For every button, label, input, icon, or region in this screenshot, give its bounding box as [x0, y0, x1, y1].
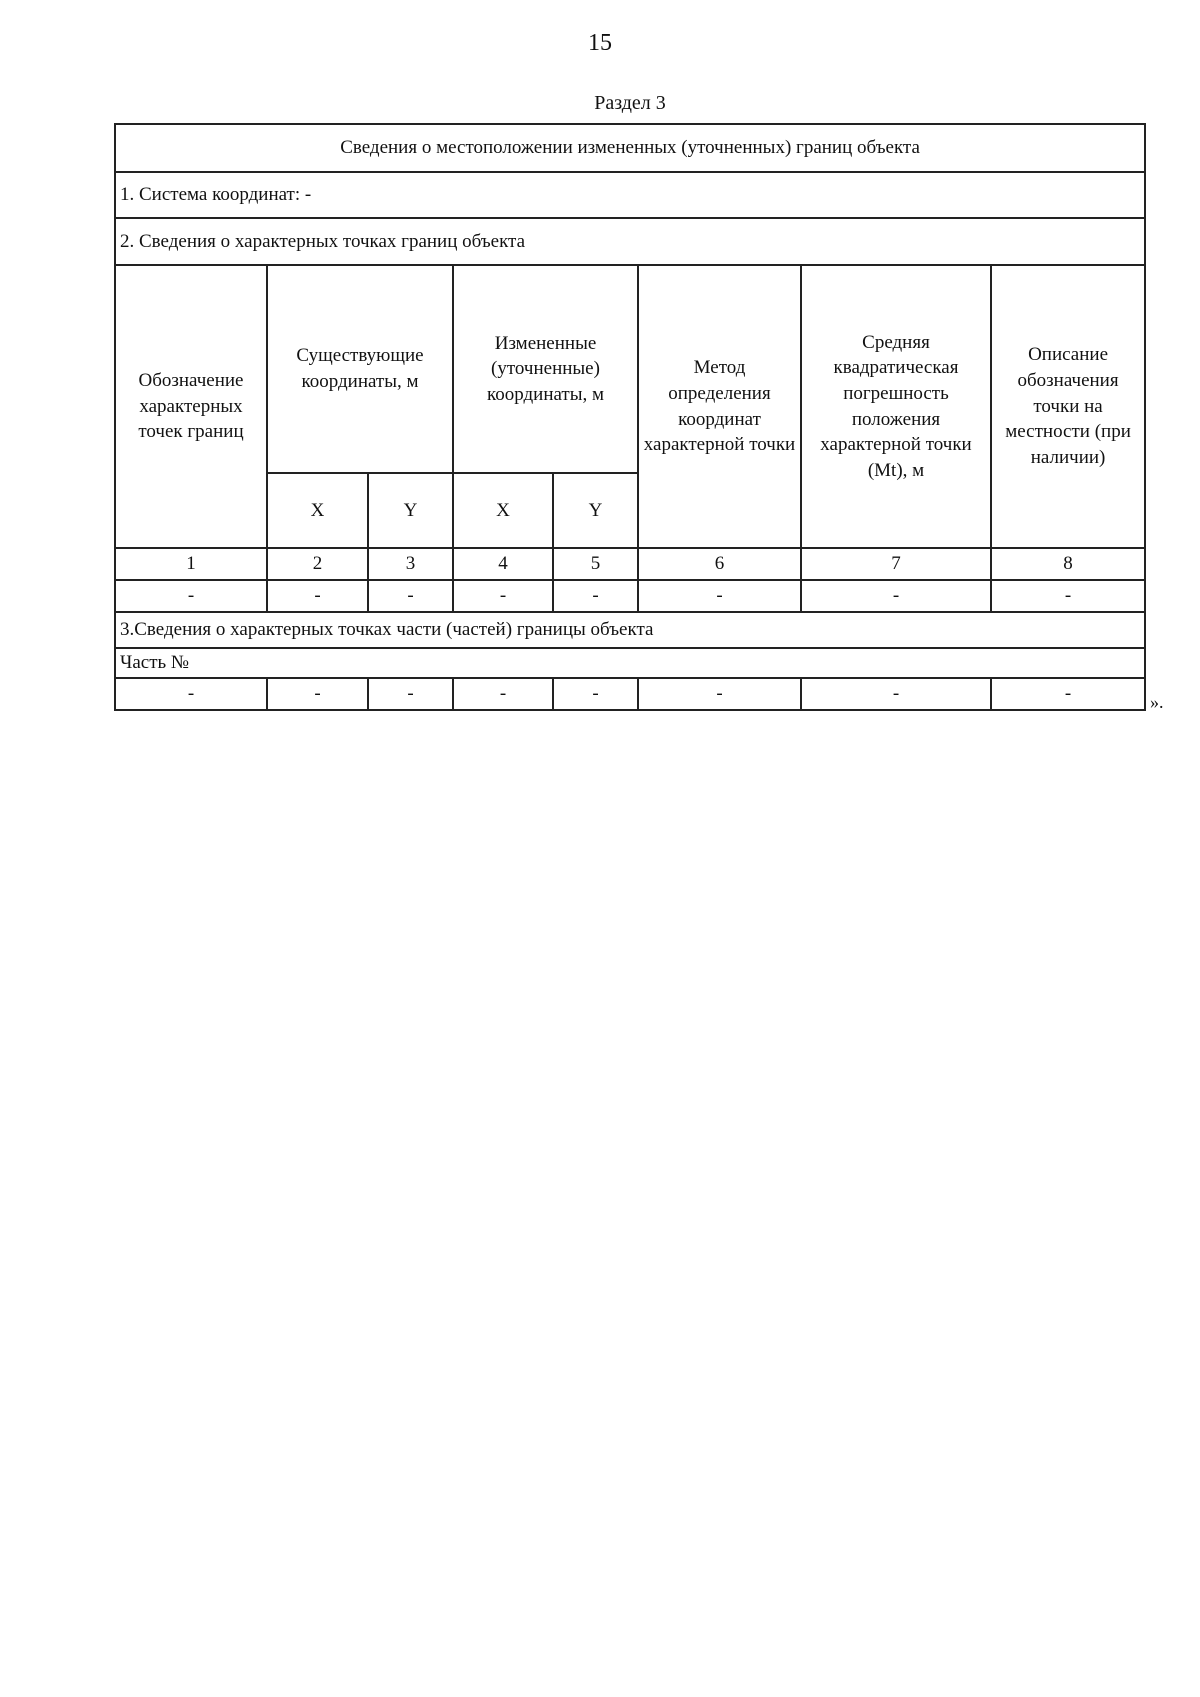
header-mean-square-error: Средняя квадратическая погрешность положения характерной точки (Mt), м — [801, 265, 991, 548]
column-number: 1 — [115, 548, 267, 580]
column-number: 7 — [801, 548, 991, 580]
header-method: Метод определения координат характерной точки — [638, 265, 801, 548]
coordinate-system-text: 1. Система координат: - — [115, 172, 1145, 218]
table-cell: - — [368, 580, 453, 612]
header-description: Описание обозначения точки на местности (при наличии) — [991, 265, 1145, 548]
header-changed-coordinates: Измененные (уточненные) координаты, м — [453, 265, 638, 473]
table-cell: - — [553, 580, 638, 612]
column-number: 2 — [267, 548, 368, 580]
column-number: 8 — [991, 548, 1145, 580]
subsection-3-row — [115, 612, 1145, 648]
header-changed-x: X — [453, 473, 553, 548]
table-row — [115, 580, 1145, 612]
table-cell: - — [453, 678, 553, 710]
table-cell: - — [115, 678, 267, 710]
part-number-row — [115, 648, 1145, 678]
closing-quote: ». — [1150, 692, 1164, 712]
table-cell: - — [115, 580, 267, 612]
table-cell: - — [801, 678, 991, 710]
table-cell: - — [801, 580, 991, 612]
table-cell: - — [638, 678, 801, 710]
header-existing-x: X — [267, 473, 368, 548]
column-number: 3 — [368, 548, 453, 580]
subsection-2-row — [115, 218, 1145, 265]
section-title: Раздел 3 — [594, 92, 666, 114]
table-row — [115, 678, 1145, 710]
table-cell: - — [267, 580, 368, 612]
page-number: 15 — [588, 30, 612, 56]
table-cell: - — [368, 678, 453, 710]
table-cell: - — [991, 678, 1145, 710]
boundary-points-table — [114, 123, 1146, 711]
table-cell: - — [638, 580, 801, 612]
table-cell: - — [553, 678, 638, 710]
column-number: 5 — [553, 548, 638, 580]
table-cell: - — [991, 580, 1145, 612]
column-numbers-row — [115, 548, 1145, 580]
header-existing-y: Y — [368, 473, 453, 548]
header-changed-y: Y — [553, 473, 638, 548]
table-title-row — [115, 124, 1145, 172]
subsection-3-heading: 3.Сведения о характерных точках части (частей) границы объекта — [115, 612, 1145, 648]
subsection-2-heading: 2. Сведения о характерных точках границ объекта — [115, 218, 1145, 265]
table-cell: - — [267, 678, 368, 710]
table-cell: - — [453, 580, 553, 612]
column-number: 4 — [453, 548, 553, 580]
header-point-designation: Обозначение характерных точек границ — [115, 265, 267, 548]
coordinate-system-row — [115, 172, 1145, 218]
header-existing-coordinates: Существующие координаты, м — [267, 265, 453, 473]
table-title: Сведения о местоположении измененных (уточненных) границ объекта — [115, 124, 1145, 172]
column-number: 6 — [638, 548, 801, 580]
header-row — [115, 265, 1145, 473]
part-number-label: Часть № — [115, 648, 1145, 678]
